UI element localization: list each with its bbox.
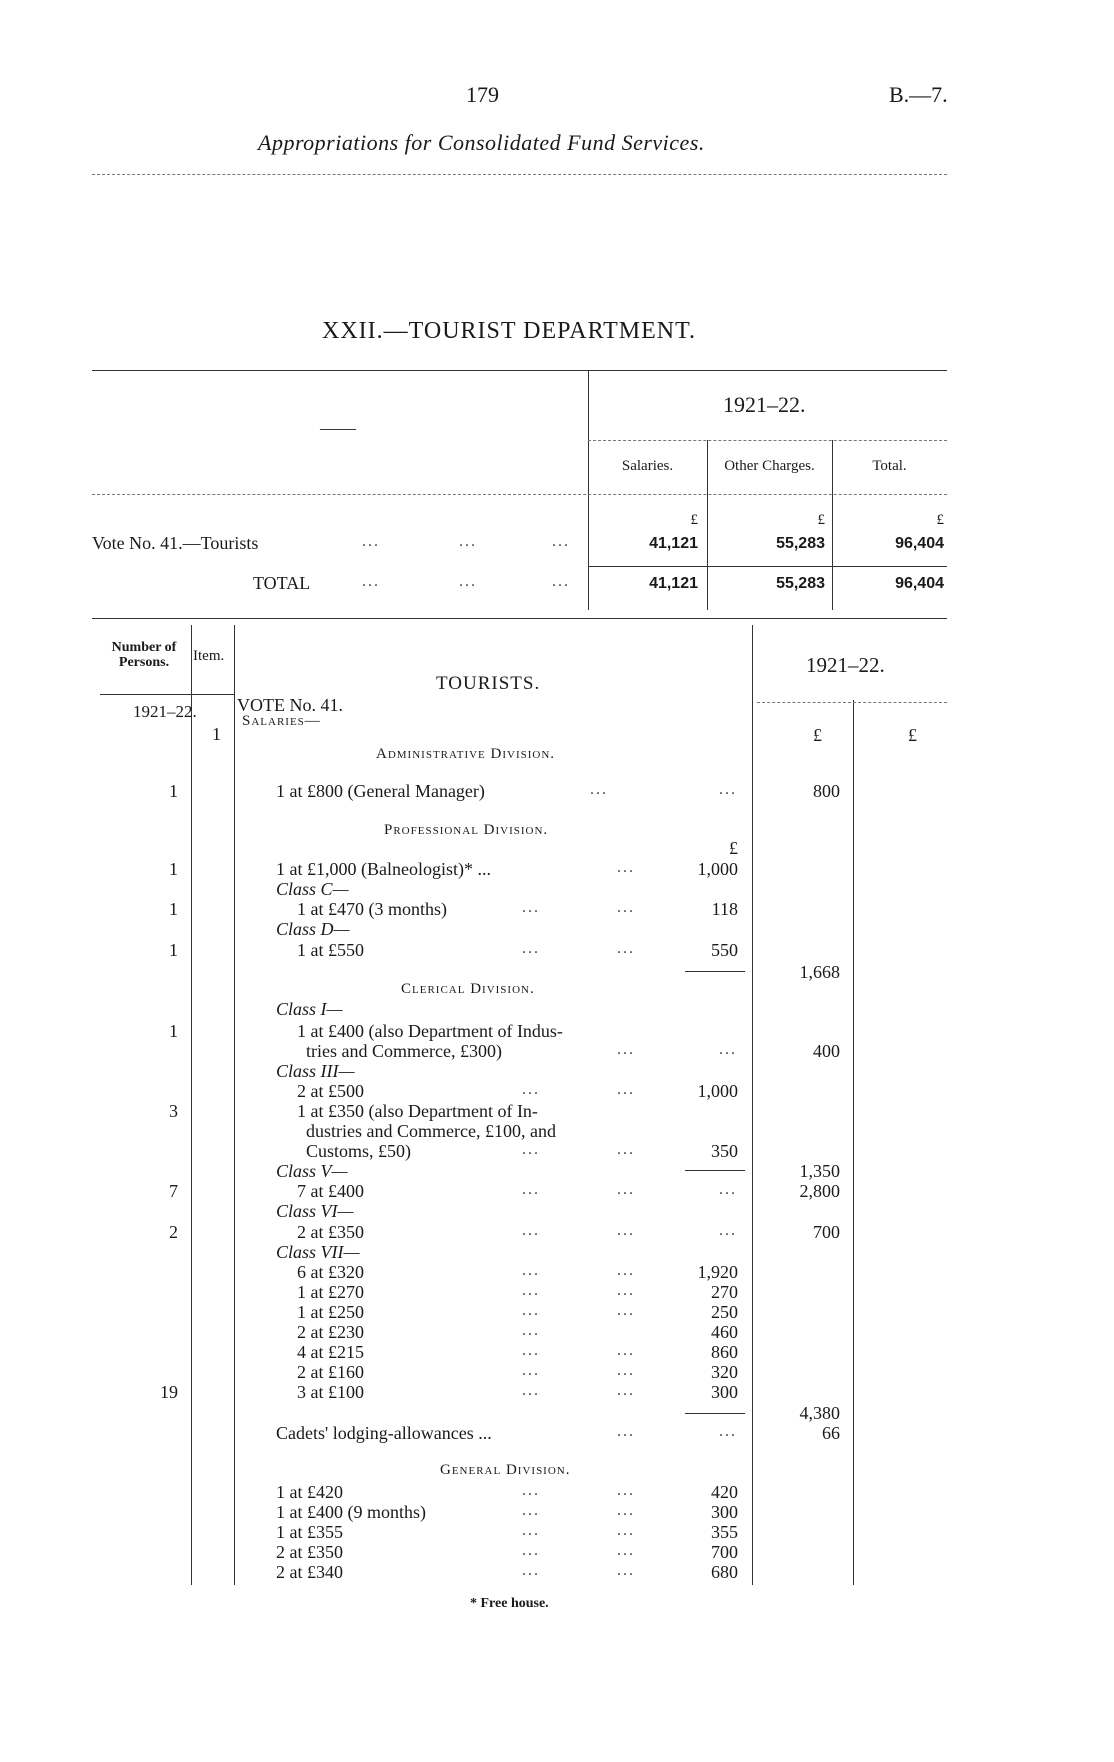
line-amount: 680 bbox=[711, 1562, 738, 1582]
division-heading: General Division. bbox=[440, 1462, 571, 1478]
leader-dots: ... bbox=[522, 1302, 540, 1319]
subtotal: 1,668 bbox=[799, 962, 840, 982]
line-text: 1 at £550 bbox=[297, 940, 364, 960]
item-column-rule bbox=[234, 625, 235, 1585]
leader-dots: ... bbox=[522, 1262, 540, 1279]
leader-dots: ... bbox=[522, 1522, 540, 1539]
leader-dots: ... bbox=[522, 1282, 540, 1299]
leader-dots: ... bbox=[522, 1382, 540, 1399]
line-total: 2,800 bbox=[799, 1181, 840, 1201]
document-reference: B.—7. bbox=[889, 82, 948, 107]
line-text: Cadets' lodging-allowances ... bbox=[276, 1423, 492, 1443]
summary-divider bbox=[588, 370, 589, 610]
leader-dots: ... bbox=[459, 573, 477, 590]
leader-dots: ... bbox=[617, 1482, 635, 1499]
leader-dots: ... bbox=[617, 1342, 635, 1359]
leader-dots: ... bbox=[617, 1041, 635, 1058]
leader-dots: ... bbox=[362, 573, 380, 590]
line-amount: 700 bbox=[711, 1542, 738, 1562]
leader-dots: ... bbox=[617, 1262, 635, 1279]
row-other-charges: 55,283 bbox=[776, 535, 825, 552]
col-total: Total. bbox=[872, 458, 907, 474]
persons-count: 1 bbox=[169, 1021, 178, 1041]
currency-symbol: £ bbox=[690, 512, 698, 528]
leader-dots: ... bbox=[617, 1141, 635, 1158]
line-total: 700 bbox=[813, 1222, 840, 1242]
leader-dots: ... bbox=[617, 1423, 635, 1440]
subtotal-rule bbox=[685, 1170, 745, 1171]
line-text: 7 at £400 bbox=[297, 1181, 364, 1201]
line-text: 2 at £160 bbox=[297, 1362, 364, 1382]
line-text: 1 at £800 (General Manager) bbox=[276, 781, 485, 801]
line-amount: 118 bbox=[711, 899, 738, 919]
class-heading: Class VI— bbox=[276, 1201, 354, 1221]
leader-dots: ... bbox=[552, 533, 570, 550]
summary-header-rule bbox=[92, 494, 947, 495]
line-text: 2 at £350 bbox=[276, 1542, 343, 1562]
line-amount: 300 bbox=[711, 1502, 738, 1522]
leader-dots: ... bbox=[617, 1362, 635, 1379]
leader-dots: ... bbox=[617, 1222, 635, 1239]
line-text: 2 at £500 bbox=[297, 1081, 364, 1101]
page-number: 179 bbox=[466, 82, 499, 107]
persons-column-rule bbox=[191, 625, 192, 1585]
line-amount: 860 bbox=[711, 1342, 738, 1362]
line-amount: 320 bbox=[711, 1362, 738, 1382]
subtotal: 4,380 bbox=[799, 1403, 840, 1423]
line-text: 3 at £100 bbox=[297, 1382, 364, 1402]
row-salaries: 41,121 bbox=[649, 575, 698, 592]
line-text: 1 at £1,000 (Balneologist)* ... bbox=[276, 859, 491, 879]
detail-title: TOURISTS. bbox=[436, 673, 541, 694]
leader-dots: ... bbox=[617, 1181, 635, 1198]
line-text: 6 at £320 bbox=[297, 1262, 364, 1282]
detail-year: 1921–22. bbox=[806, 653, 885, 677]
leader-dots: ... bbox=[617, 899, 635, 916]
leader-dots: ... bbox=[522, 1222, 540, 1239]
leader-dots: ... bbox=[617, 859, 635, 876]
division-heading: Administrative Division. bbox=[376, 746, 556, 762]
detail-year-rule bbox=[757, 702, 947, 703]
line-text: Customs, £50) bbox=[306, 1141, 412, 1161]
currency-symbol: £ bbox=[936, 512, 944, 528]
line-amount: 460 bbox=[711, 1322, 738, 1342]
class-heading: Class C— bbox=[276, 879, 349, 899]
currency-symbol: £ bbox=[729, 838, 738, 858]
line-text: 2 at £350 bbox=[297, 1222, 364, 1242]
row-salaries: 41,121 bbox=[649, 535, 698, 552]
section-title: XXII.—TOURIST DEPARTMENT. bbox=[322, 318, 697, 344]
col-item: Item. bbox=[193, 648, 225, 664]
leader-dots: ... bbox=[459, 533, 477, 550]
line-text: 1 at £400 (9 months) bbox=[276, 1502, 426, 1522]
line-text: 1 at £270 bbox=[297, 1282, 364, 1302]
leader-dots: ... bbox=[522, 1081, 540, 1098]
line-text: 1 at £250 bbox=[297, 1302, 364, 1322]
leader-dots: ... bbox=[522, 1502, 540, 1519]
line-text: dustries and Commerce, £100, and bbox=[306, 1121, 556, 1141]
class-heading: Class V— bbox=[276, 1161, 348, 1181]
line-text: 1 at £400 (also Department of Indus- bbox=[297, 1021, 563, 1041]
line-text: 2 at £230 bbox=[297, 1322, 364, 1342]
division-heading: Professional Division. bbox=[384, 822, 549, 838]
row-total: 96,404 bbox=[895, 575, 944, 592]
persons-year: 1921–22. bbox=[133, 702, 197, 721]
leader-dots: ... bbox=[522, 1542, 540, 1559]
line-text: 1 at £420 bbox=[276, 1482, 343, 1502]
class-heading: Class I— bbox=[276, 999, 343, 1019]
leader-dots: ... bbox=[719, 1423, 737, 1440]
row-other-charges: 55,283 bbox=[776, 575, 825, 592]
summary-year: 1921–22. bbox=[723, 392, 806, 417]
persons-count: 19 bbox=[160, 1382, 178, 1402]
row-label: Vote No. 41.—Tourists bbox=[92, 533, 259, 553]
line-text: 2 at £340 bbox=[276, 1562, 343, 1582]
row-total: 96,404 bbox=[895, 535, 944, 552]
col-salaries: Salaries. bbox=[621, 458, 674, 474]
class-heading: Class D— bbox=[276, 919, 350, 939]
persons-count: 3 bbox=[169, 1101, 178, 1121]
currency-symbol: £ bbox=[817, 512, 825, 528]
leader-dots: ... bbox=[522, 1181, 540, 1198]
line-amount: 1,920 bbox=[697, 1262, 738, 1282]
persons-count: 1 bbox=[169, 781, 178, 801]
class-heading: Class VII— bbox=[276, 1242, 360, 1262]
running-title: Appropriations for Consolidated Fund Services. bbox=[258, 130, 705, 155]
leader-dots: ... bbox=[552, 573, 570, 590]
line-text: 1 at £350 (also Department of In- bbox=[297, 1101, 538, 1121]
persons-count: 1 bbox=[169, 899, 178, 919]
leader-dots: ... bbox=[617, 1542, 635, 1559]
line-text: tries and Commerce, £300) bbox=[306, 1041, 502, 1061]
leader-dots: ... bbox=[719, 1181, 737, 1198]
persons-count: 1 bbox=[169, 940, 178, 960]
leader-dots: ... bbox=[617, 1562, 635, 1579]
line-amount: 250 bbox=[711, 1302, 738, 1322]
line-amount: 420 bbox=[711, 1482, 738, 1502]
header-rule bbox=[92, 174, 947, 175]
leader-dots: ... bbox=[590, 781, 608, 798]
line-total: 800 bbox=[813, 781, 840, 801]
leader-dots: ... bbox=[617, 1282, 635, 1299]
leader-dots: ... bbox=[522, 1141, 540, 1158]
footnote: * Free house. bbox=[470, 1596, 549, 1611]
persons-count: 1 bbox=[169, 859, 178, 879]
leader-dots: ... bbox=[617, 1302, 635, 1319]
leader-dots: ... bbox=[362, 533, 380, 550]
leader-dots: ... bbox=[617, 1522, 635, 1539]
vote-heading: VOTE No. 41. bbox=[237, 695, 343, 715]
summary-bottom-rule bbox=[92, 618, 947, 619]
leader-dots: ... bbox=[719, 781, 737, 798]
leader-dots: ... bbox=[522, 1342, 540, 1359]
currency-symbol: £ bbox=[908, 725, 917, 745]
line-amount: 1,000 bbox=[697, 1081, 738, 1101]
leader-dots: ... bbox=[719, 1222, 737, 1239]
amount-column-rule bbox=[752, 625, 753, 1585]
salaries-heading: Salaries— bbox=[242, 713, 321, 729]
line-total: 66 bbox=[822, 1423, 840, 1443]
line-amount: 270 bbox=[711, 1282, 738, 1302]
leader-dots: ... bbox=[617, 1382, 635, 1399]
col-number-of-persons: Number of Persons. bbox=[111, 640, 177, 670]
leader-dots: ... bbox=[522, 1562, 540, 1579]
persons-count: 2 bbox=[169, 1222, 178, 1242]
line-amount: 355 bbox=[711, 1522, 738, 1542]
subtotal-rule bbox=[685, 1413, 745, 1414]
leader-dots: ... bbox=[719, 1041, 737, 1058]
subtotal: 1,350 bbox=[799, 1161, 840, 1181]
line-total: 400 bbox=[813, 1041, 840, 1061]
leader-dots: ... bbox=[522, 1322, 540, 1339]
leader-dots: ... bbox=[522, 1482, 540, 1499]
col-other-charges: Other Charges. bbox=[724, 458, 815, 474]
leader-dots: ... bbox=[617, 1502, 635, 1519]
line-text: 4 at £215 bbox=[297, 1342, 364, 1362]
summary-top-rule bbox=[92, 370, 947, 371]
total-rule bbox=[588, 566, 947, 567]
leader-dots: ... bbox=[617, 940, 635, 957]
line-amount: 350 bbox=[711, 1141, 738, 1161]
subtotal-rule bbox=[685, 971, 745, 972]
total-column-rule bbox=[853, 700, 854, 1585]
summary-dash: —— bbox=[320, 418, 356, 438]
persons-count: 7 bbox=[169, 1181, 178, 1201]
class-heading: Class III— bbox=[276, 1061, 355, 1081]
currency-symbol: £ bbox=[813, 725, 822, 745]
leader-dots: ... bbox=[522, 899, 540, 916]
line-text: 1 at £470 (3 months) bbox=[297, 899, 447, 919]
line-amount: 1,000 bbox=[697, 859, 738, 879]
item-number: 1 bbox=[212, 724, 221, 744]
row-label: TOTAL bbox=[253, 573, 311, 593]
leader-dots: ... bbox=[522, 1362, 540, 1379]
summary-year-rule bbox=[588, 440, 947, 441]
line-text: 1 at £355 bbox=[276, 1522, 343, 1542]
line-amount: 550 bbox=[711, 940, 738, 960]
leader-dots: ... bbox=[617, 1081, 635, 1098]
division-heading: Clerical Division. bbox=[401, 981, 535, 997]
leader-dots: ... bbox=[522, 940, 540, 957]
detail-header-rule bbox=[100, 694, 234, 695]
line-amount: 300 bbox=[711, 1382, 738, 1402]
